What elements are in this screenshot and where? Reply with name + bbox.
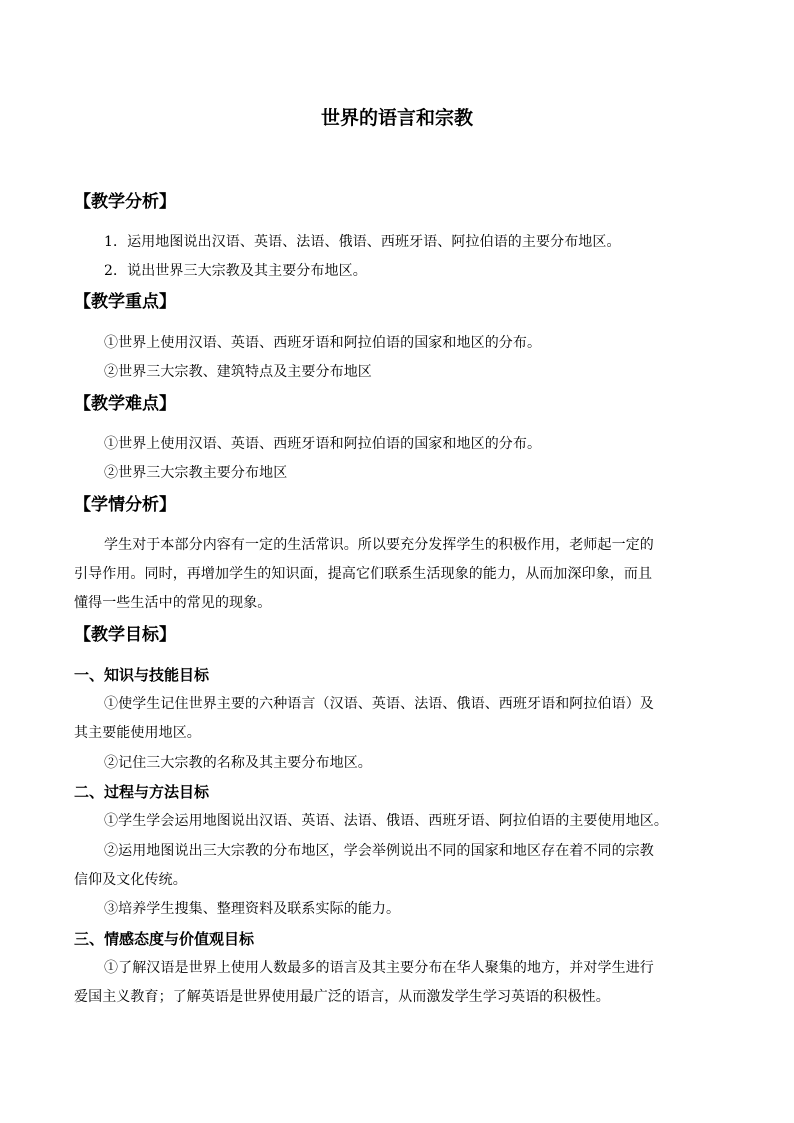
heading-difficulties: 【教学难点】 <box>74 394 176 414</box>
difficulty-1: ①世界上使用汉语、英语、西班牙语和阿拉伯语的国家和地区的分布。 <box>104 436 542 452</box>
analysis-item-1: 1．运用地图说出汉语、英语、法语、俄语、西班牙语、阿拉伯语的主要分布地区。 <box>104 234 621 250</box>
heading-objectives: 【教学目标】 <box>74 625 176 645</box>
objective-process-line-1: ①学生学会运用地图说出汉语、英语、法语、俄语、西班牙语、阿拉伯语的主要使用地区。 <box>104 813 668 829</box>
objective-process-line-3: 信仰及文化传统。 <box>74 872 187 888</box>
heading-student-analysis: 【学情分析】 <box>74 495 176 515</box>
heading-teaching-analysis: 【教学分析】 <box>74 192 176 212</box>
student-analysis-line-2: 引导作用。同时，再增加学生的知识面，提高它们联系生活现象的能力，从而加深印象，而且 <box>74 566 653 582</box>
student-analysis-line-1: 学生对于本部分内容有一定的生活常识。所以要充分发挥学生的积极作用，老师起一定的 <box>104 537 654 553</box>
document-title: 世界的语言和宗教 <box>320 107 473 129</box>
analysis-item-2: 2．说出世界三大宗教及其主要分布地区。 <box>104 263 367 279</box>
objective-knowledge-line-1: ①使学生记住世界主要的六种语言（汉语、英语、法语、俄语、西班牙语和阿拉伯语）及 <box>104 696 654 712</box>
heading-key-points: 【教学重点】 <box>74 292 176 312</box>
key-point-2: ②世界三大宗教、建筑特点及主要分布地区 <box>104 364 372 380</box>
objective-process-line-4: ③培养学生搜集、整理资料及联系实际的能力。 <box>104 901 401 917</box>
objective-emotion-line-1: ①了解汉语是世界上使用人数最多的语言及其主要分布在华人聚集的地方，并对学生进行 <box>104 960 654 976</box>
difficulty-2: ②世界三大宗教主要分布地区 <box>104 465 288 481</box>
objective-process-title: 二、过程与方法目标 <box>74 783 210 801</box>
objective-knowledge-line-3: ②记住三大宗教的名称及其主要分布地区。 <box>104 755 372 771</box>
student-analysis-line-3: 懂得一些生活中的常见的现象。 <box>74 595 272 611</box>
objective-emotion-title: 三、情感态度与价值观目标 <box>74 930 255 948</box>
objective-knowledge-title: 一、知识与技能目标 <box>74 666 210 684</box>
objective-process-line-2: ②运用地图说出三大宗教的分布地区，学会举例说出不同的国家和地区存在着不同的宗教 <box>104 843 654 859</box>
objective-knowledge-line-2: 其主要能使用地区。 <box>74 725 201 741</box>
objective-emotion-line-2: 爱国主义教育；了解英语是世界使用最广泛的语言，从而激发学生学习英语的积极性。 <box>74 989 610 1005</box>
key-point-1: ①世界上使用汉语、英语、西班牙语和阿拉伯语的国家和地区的分布。 <box>104 335 542 351</box>
